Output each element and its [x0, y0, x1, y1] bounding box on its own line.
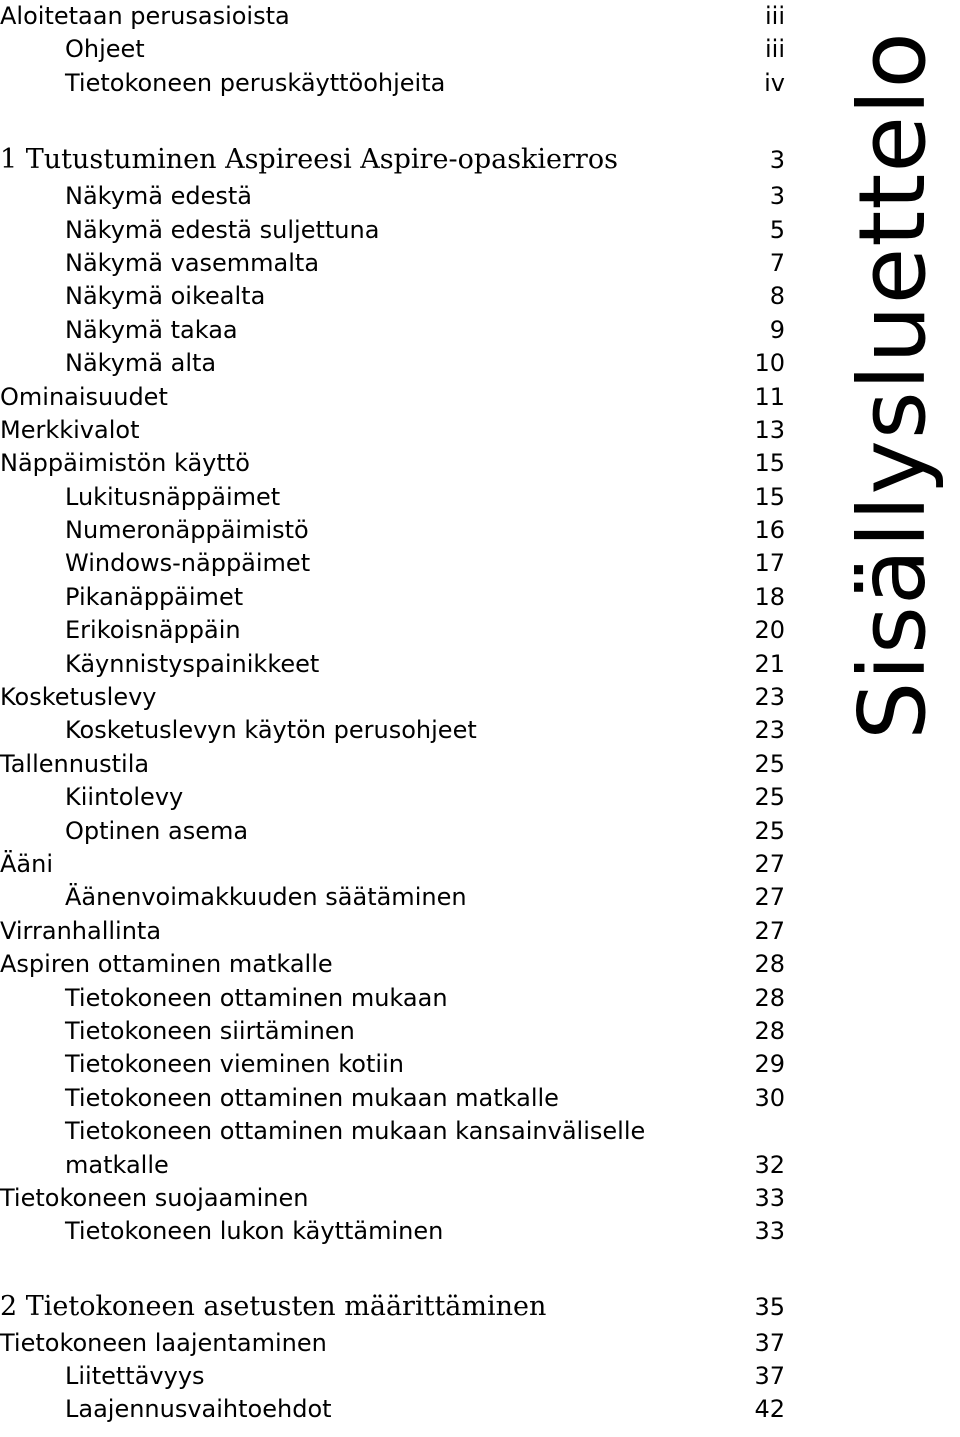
toc-entry-label: Lukitusnäppäimet — [65, 482, 281, 511]
toc-entry-label: Windows-näppäimet — [65, 549, 311, 578]
toc-entry[interactable] — [0, 982, 790, 1015]
toc-entry-label: Käynnistyspainikkeet — [65, 649, 320, 678]
toc-entry[interactable] — [0, 1082, 790, 1115]
toc-entry-label: Näkymä takaa — [65, 315, 238, 344]
toc-entry-page: 3 — [769, 182, 785, 211]
toc-entry-page: 32 — [754, 1150, 785, 1179]
toc-entry-label: Näkymä oikealta — [65, 282, 266, 311]
toc-entry-page: 27 — [754, 883, 785, 912]
toc-entry-label: Liitettävyys — [65, 1362, 205, 1391]
toc-entry-label: Ääni — [0, 849, 54, 878]
toc-entry-label: Merkkivalot — [0, 415, 140, 444]
toc-entry-label: Ominaisuudet — [0, 382, 168, 411]
toc-entry-label: Näkymä edestä — [65, 182, 253, 211]
toc-entry[interactable] — [0, 1149, 790, 1182]
toc-entry-label: Numeronäppäimistö — [65, 516, 309, 545]
toc-entry-label: Tietokoneen lukon käyttäminen — [65, 1217, 444, 1246]
toc-entry-label: Tietokoneen laajentaminen — [0, 1328, 327, 1357]
toc-entry[interactable] — [0, 1327, 790, 1360]
toc-entry-page: 13 — [754, 415, 785, 444]
toc-entry-label: Tietokoneen peruskäyttöohjeita — [65, 68, 446, 97]
toc-entry-page: 28 — [754, 1016, 785, 1045]
toc-entry-page: 7 — [769, 248, 785, 277]
toc-entry-label: Tietokoneen vieminen kotiin — [65, 1050, 404, 1079]
toc-entry-page: 28 — [754, 983, 785, 1012]
toc-entry-page: 29 — [754, 1050, 785, 1079]
toc-entry-page: iv — [764, 68, 785, 97]
toc-entry-page: 15 — [754, 482, 785, 511]
chapter-2-entries — [0, 1327, 790, 1427]
toc-entry-label: Aspiren ottaminen matkalle — [0, 950, 333, 979]
toc-entry-page: 8 — [769, 282, 785, 311]
section-gap — [0, 100, 790, 140]
toc-entry[interactable] — [0, 681, 790, 714]
toc-entry-page: 23 — [754, 683, 785, 712]
toc-entry-page: 25 — [754, 783, 785, 812]
toc-entry-page: 15 — [754, 449, 785, 478]
toc-entry-page: iii — [764, 2, 785, 30]
toc-entry-label: Tietokoneen ottaminen mukaan matkalle — [65, 1083, 559, 1112]
toc-entry-label: Ohjeet — [65, 35, 145, 64]
toc-entry[interactable] — [0, 381, 790, 414]
toc-entry-label: Tietokoneen ottaminen mukaan — [65, 983, 448, 1012]
toc-entry-label: Kosketuslevyn käytön perusohjeet — [65, 716, 477, 745]
toc-entry-page: 27 — [754, 916, 785, 945]
side-title: Sisällysluettelo — [839, 31, 946, 740]
toc-entry[interactable] — [0, 581, 790, 614]
toc-entry[interactable] — [0, 714, 790, 747]
toc-entry[interactable] — [0, 180, 790, 213]
toc-entry[interactable] — [0, 648, 790, 681]
toc-entry[interactable] — [0, 1048, 790, 1081]
toc-entry[interactable] — [0, 0, 790, 33]
chapter-1-heading[interactable] — [0, 140, 790, 180]
toc-entry[interactable] — [0, 33, 790, 66]
toc-entry-label: Tallennustila — [0, 749, 150, 778]
toc-entry-label: Äänenvoimakkuuden säätäminen — [65, 883, 467, 912]
toc-entry-page: 17 — [754, 549, 785, 578]
chapter-1-entries — [0, 180, 790, 1249]
toc-entry[interactable] — [0, 915, 790, 948]
toc-entry-page: 16 — [754, 516, 785, 545]
toc-entry-label: Tietokoneen siirtäminen — [65, 1016, 355, 1045]
toc-entry-page: 18 — [754, 582, 785, 611]
toc-entry-label: Kiintolevy — [65, 783, 184, 812]
toc-entry-page: 10 — [754, 349, 785, 378]
toc-entry-page: 42 — [754, 1395, 785, 1424]
toc-entry[interactable] — [0, 1115, 790, 1148]
toc-entry[interactable] — [0, 748, 790, 781]
chapter-2-heading[interactable] — [0, 1287, 790, 1327]
toc-entry[interactable] — [0, 614, 790, 647]
toc-entry-label: Kosketuslevy — [0, 683, 157, 712]
front-matter-section — [0, 0, 790, 100]
toc-entry-page: 25 — [754, 816, 785, 845]
toc-entry[interactable] — [0, 214, 790, 247]
toc-entry-page: 33 — [754, 1183, 785, 1212]
toc-entry-page: 27 — [754, 849, 785, 878]
toc-entry[interactable] — [0, 781, 790, 814]
toc-entry[interactable] — [0, 347, 790, 380]
chapter-1-title: 1 Tutustuminen Aspireesi Aspire-opaskierros — [0, 144, 618, 176]
toc-entry[interactable] — [0, 481, 790, 514]
toc-entry[interactable] — [0, 547, 790, 580]
toc-entry-page: 5 — [769, 215, 785, 244]
toc-entry-label: Aloitetaan perusasioista — [0, 2, 290, 30]
toc-entry-label: Optinen asema — [65, 816, 249, 845]
toc-entry-label: Tietokoneen ottaminen mukaan kansainväliselle — [65, 1117, 646, 1146]
toc-entry-label: Virranhallinta — [0, 916, 162, 945]
toc-entry[interactable] — [0, 314, 790, 347]
toc-entry[interactable] — [0, 1015, 790, 1048]
toc-entry-label: Näkymä alta — [65, 349, 217, 378]
toc-entry-label: Laajennusvaihtoehdot — [65, 1395, 332, 1424]
toc-entry-label: Tietokoneen suojaaminen — [0, 1183, 309, 1212]
toc-entry-label: Näppäimistön käyttö — [0, 449, 250, 478]
toc-entry-page: 25 — [754, 749, 785, 778]
toc-entry-page: 33 — [754, 1217, 785, 1246]
toc-entry[interactable] — [0, 1215, 790, 1248]
toc-entry-label: Pikanäppäimet — [65, 582, 244, 611]
toc-entry[interactable] — [0, 247, 790, 280]
toc-entry-page: iii — [764, 35, 785, 64]
toc-entry-label: Näkymä vasemmalta — [65, 248, 320, 277]
section-gap — [0, 1249, 790, 1287]
toc-entry-page: 28 — [754, 950, 785, 979]
toc-entry[interactable] — [0, 1360, 790, 1393]
toc-entry[interactable] — [0, 280, 790, 313]
toc-entry[interactable] — [0, 815, 790, 848]
toc-entry-page: 20 — [754, 616, 785, 645]
chapter-2-page: 35 — [754, 1292, 785, 1321]
toc-entry-page: 23 — [754, 716, 785, 745]
toc-entry-page: 11 — [754, 382, 785, 411]
toc-entry[interactable] — [0, 514, 790, 547]
toc-entry[interactable] — [0, 1393, 790, 1426]
toc-entry[interactable] — [0, 1182, 790, 1215]
toc-entry-label: Näkymä edestä suljettuna — [65, 215, 380, 244]
toc-entry-label: matkalle — [65, 1150, 169, 1179]
toc-entry[interactable] — [0, 414, 790, 447]
toc-entry[interactable] — [0, 67, 790, 100]
toc-entry-page: 37 — [754, 1362, 785, 1391]
toc-entry[interactable] — [0, 948, 790, 981]
toc-entry-page: 21 — [754, 649, 785, 678]
toc-entry[interactable] — [0, 848, 790, 881]
chapter-1-page: 3 — [769, 146, 785, 175]
toc-entry-page: 9 — [769, 315, 785, 344]
chapter-2-title: 2 Tietokoneen asetusten määrittäminen — [0, 1290, 547, 1322]
toc-entry-page: 37 — [754, 1328, 785, 1357]
toc-entry-label: Erikoisnäppäin — [65, 616, 241, 645]
toc-entry[interactable] — [0, 447, 790, 480]
toc-entry[interactable] — [0, 881, 790, 914]
toc-entry-page: 30 — [754, 1083, 785, 1112]
